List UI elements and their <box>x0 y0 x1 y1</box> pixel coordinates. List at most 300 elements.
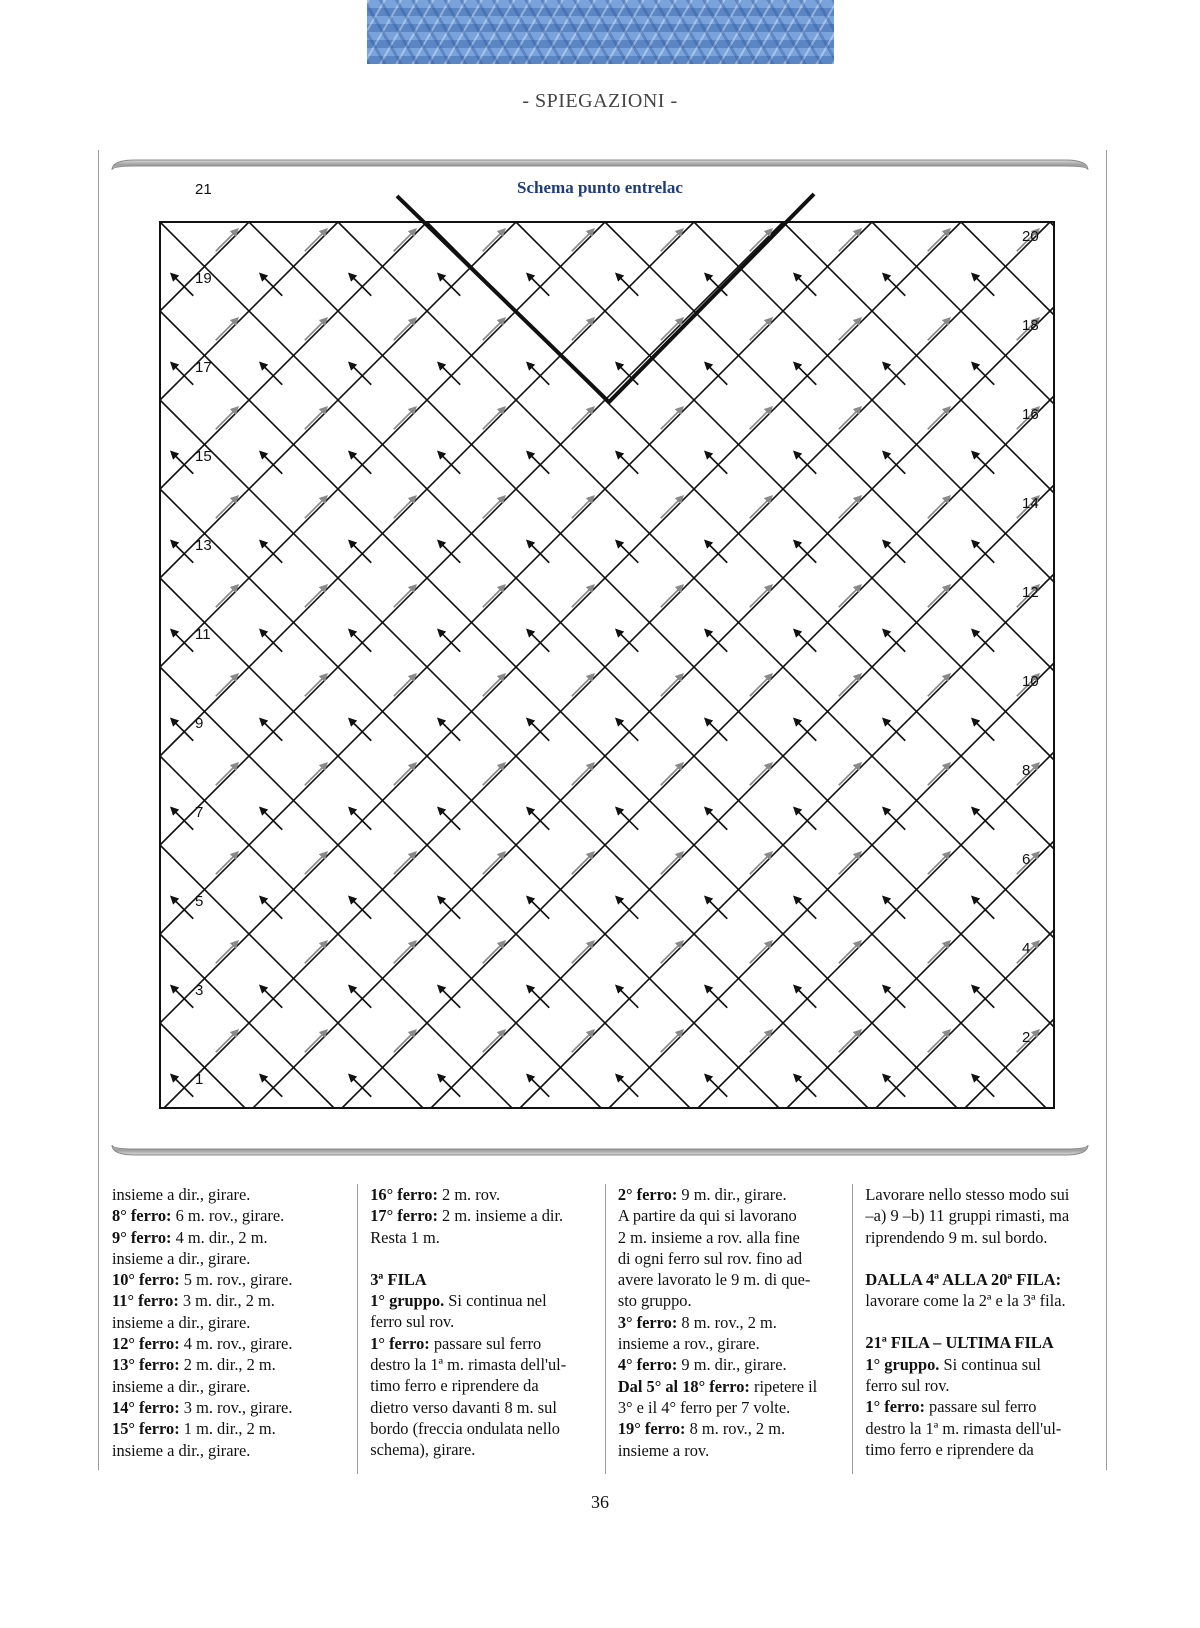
row-label-left: 17 <box>195 359 212 376</box>
arrow-gray <box>839 763 861 785</box>
arrow-gray <box>750 496 772 518</box>
row-label-left: 7 <box>195 804 204 821</box>
arrow-black <box>527 897 549 919</box>
chart-arrows <box>171 229 1039 1097</box>
grid-diagonal-down <box>160 222 1046 1108</box>
row-label-left: 15 <box>195 448 212 465</box>
arrow-black <box>883 541 905 563</box>
arrow-gray <box>572 941 594 963</box>
row-label-right: 18 <box>1022 317 1039 334</box>
instruction-line <box>618 1333 841 1354</box>
arrow-black <box>616 274 638 296</box>
text-column-4 <box>852 1184 1100 1474</box>
grid-diagonal-up <box>965 1019 1054 1108</box>
grid-diagonal-down <box>338 222 1054 938</box>
arrow-gray <box>572 674 594 696</box>
row-label-left: 5 <box>195 893 204 910</box>
instruction-line <box>865 1332 1088 1353</box>
instruction-bold-run: 21ª FILA – ULTIMA FILA <box>865 1333 1054 1353</box>
arrow-black <box>794 274 816 296</box>
instruction-text-run: di ogni ferro sul rov. fino ad <box>617 1248 803 1268</box>
arrow-gray <box>483 407 505 429</box>
arrow-black <box>972 452 994 474</box>
instruction-bold-run: 8° ferro: <box>112 1206 172 1226</box>
arrow-gray <box>216 585 238 607</box>
instruction-text-run: Si continua sul <box>939 1354 1041 1374</box>
arrow-black <box>171 630 193 652</box>
arrow-gray <box>394 585 416 607</box>
instruction-text-run: insieme a dir., girare. <box>112 1312 251 1332</box>
arrow-black <box>438 363 460 385</box>
instruction-line <box>618 1418 841 1439</box>
instruction-text-run: 3° e il 4° ferro per 7 volte. <box>617 1397 791 1417</box>
arrow-black <box>794 630 816 652</box>
arrow-gray <box>839 407 861 429</box>
instruction-line <box>370 1354 593 1375</box>
instruction-text-run: ripetere il <box>749 1376 818 1396</box>
arrow-black <box>883 897 905 919</box>
arrow-gray <box>750 674 772 696</box>
instruction-line <box>112 1184 345 1205</box>
arrow-gray <box>394 1030 416 1052</box>
row-label-right: 6 <box>1022 851 1031 868</box>
arrow-gray <box>394 496 416 518</box>
arrow-black <box>794 541 816 563</box>
arrow-black <box>349 719 371 741</box>
arrow-black <box>260 897 282 919</box>
arrow-black <box>972 630 994 652</box>
arrow-black <box>527 808 549 830</box>
text-column-3 <box>605 1184 853 1474</box>
instruction-line <box>865 1227 1088 1248</box>
instruction-bold-run: 13° ferro: <box>112 1355 180 1375</box>
arrow-black <box>260 808 282 830</box>
instruction-line <box>865 1418 1088 1439</box>
instruction-text-run: passare sul ferro <box>429 1333 542 1353</box>
instruction-line <box>618 1312 841 1333</box>
grid-diagonal-down <box>783 222 1054 493</box>
arrow-gray <box>394 229 416 251</box>
instruction-line <box>370 1227 593 1248</box>
instruction-line <box>618 1376 841 1397</box>
instruction-line <box>112 1290 345 1311</box>
arrow-gray <box>572 852 594 874</box>
instruction-bold-run: 1° gruppo. <box>865 1354 940 1374</box>
arrow-gray <box>572 407 594 429</box>
arrow-gray <box>661 1030 683 1052</box>
chart-grid <box>160 222 1054 1108</box>
row-label-left: 1 <box>195 1071 204 1088</box>
instruction-bold-run: 1° ferro: <box>865 1397 925 1417</box>
instruction-bold-run: 9° ferro: <box>112 1227 172 1247</box>
chart-title: Schema punto entrelac <box>517 178 683 197</box>
grid-diagonal-up <box>698 752 1054 1108</box>
arrow-black <box>794 986 816 1008</box>
arrow-black <box>171 808 193 830</box>
arrow-black <box>171 452 193 474</box>
arrow-gray <box>394 407 416 429</box>
top-banner-rule <box>112 160 1088 170</box>
page-number: 36 <box>591 1492 609 1512</box>
instruction-line <box>370 1333 593 1354</box>
paragraph-gap <box>865 1311 1088 1332</box>
grid-diagonal-up <box>787 841 1054 1108</box>
arrow-black <box>438 1075 460 1097</box>
arrow-gray <box>928 496 950 518</box>
arrow-black <box>349 897 371 919</box>
instruction-line <box>618 1290 841 1311</box>
arrow-black <box>438 274 460 296</box>
arrow-black <box>527 363 549 385</box>
instruction-text-run: insieme a rov., girare. <box>617 1334 760 1354</box>
instruction-text-run: 8 m. rov., 2 m. <box>685 1419 786 1439</box>
arrow-gray <box>928 229 950 251</box>
instruction-text-run: 8 m. rov., 2 m. <box>677 1312 777 1332</box>
arrow-black <box>349 630 371 652</box>
arrow-black <box>438 719 460 741</box>
arrow-gray <box>661 763 683 785</box>
instruction-text-run: bordo (freccia ondulata nello <box>370 1418 561 1438</box>
instruction-text-run: ferro sul rov. <box>370 1312 455 1332</box>
instruction-line <box>865 1354 1088 1375</box>
instruction-text-run: Resta 1 m. <box>370 1227 440 1247</box>
instruction-line <box>865 1375 1088 1396</box>
arrow-gray <box>572 229 594 251</box>
arrow-black <box>705 808 727 830</box>
arrow-black <box>794 897 816 919</box>
arrow-black <box>260 630 282 652</box>
text-column-2 <box>357 1184 605 1474</box>
arrow-black <box>527 1075 549 1097</box>
instruction-text-run: timo ferro e riprendere da <box>370 1376 539 1396</box>
arrow-gray <box>305 585 327 607</box>
arrow-black <box>972 719 994 741</box>
instruction-line <box>370 1290 593 1311</box>
instruction-line <box>865 1396 1088 1417</box>
instruction-text-run: destro la 1ª m. rimasta dell'ul- <box>865 1418 1062 1438</box>
arrow-black <box>349 452 371 474</box>
instruction-text-run: 9 m. dir., girare. <box>677 1355 787 1375</box>
instruction-line <box>112 1333 345 1354</box>
instruction-line <box>370 1397 593 1418</box>
arrow-gray <box>483 318 505 340</box>
arrow-gray <box>216 763 238 785</box>
grid-diagonal-up <box>609 663 1054 1108</box>
arrow-gray <box>572 763 594 785</box>
instruction-text-run: 3 m. dir., 2 m. <box>178 1291 275 1311</box>
grid-diagonal-up <box>253 307 1054 1108</box>
arrow-black <box>349 363 371 385</box>
grid-diagonal-up <box>164 222 1050 1108</box>
arrow-black <box>616 808 638 830</box>
grid-diagonal-down <box>516 222 1054 760</box>
paragraph-gap <box>370 1248 593 1269</box>
arrow-gray <box>305 318 327 340</box>
grid-diagonal-down <box>160 311 957 1108</box>
instruction-line <box>112 1397 345 1418</box>
instruction-bold-run: 12° ferro: <box>112 1334 180 1354</box>
arrow-gray <box>216 941 238 963</box>
arrow-gray <box>750 1030 772 1052</box>
arrow-black <box>972 897 994 919</box>
grid-diagonal-down <box>872 222 1054 404</box>
arrow-black <box>349 986 371 1008</box>
neckline-v-shape <box>397 194 814 402</box>
instruction-text-run: 6 m. rov., girare. <box>171 1206 285 1226</box>
arrow-black <box>705 897 727 919</box>
arrow-gray <box>750 407 772 429</box>
arrow-gray <box>661 229 683 251</box>
chart-row-labels <box>195 181 1039 1088</box>
arrow-gray <box>305 1030 327 1052</box>
instruction-text-run: destro la 1ª m. rimasta dell'ul- <box>370 1355 567 1375</box>
arrow-black <box>527 452 549 474</box>
arrow-black <box>260 719 282 741</box>
arrow-black <box>171 274 193 296</box>
arrow-black <box>883 986 905 1008</box>
instruction-line <box>370 1418 593 1439</box>
arrow-gray <box>750 585 772 607</box>
row-label-right: 8 <box>1022 762 1031 779</box>
arrow-black <box>260 452 282 474</box>
instruction-line <box>112 1312 345 1333</box>
instruction-text-run: 9 m. dir., girare. <box>677 1185 787 1204</box>
arrow-black <box>349 274 371 296</box>
arrow-black <box>705 1075 727 1097</box>
arrow-black <box>883 363 905 385</box>
arrow-gray <box>394 318 416 340</box>
instruction-text-run: schema), girare. <box>370 1440 476 1460</box>
instruction-line <box>112 1205 345 1226</box>
arrow-gray <box>394 941 416 963</box>
arrow-gray <box>750 318 772 340</box>
arrow-gray <box>839 852 861 874</box>
arrow-gray <box>483 496 505 518</box>
arrow-black <box>527 541 549 563</box>
arrow-black <box>260 986 282 1008</box>
instruction-line <box>618 1269 841 1290</box>
instructions-columns <box>110 1184 1100 1474</box>
row-label-right: 4 <box>1022 940 1031 957</box>
arrow-black <box>438 452 460 474</box>
arrow-black <box>260 1075 282 1097</box>
arrow-gray <box>928 318 950 340</box>
arrow-black <box>705 630 727 652</box>
instruction-text-run: A partire da qui si lavorano <box>617 1206 797 1226</box>
arrow-black <box>527 986 549 1008</box>
instruction-line <box>370 1311 593 1332</box>
arrow-gray <box>661 585 683 607</box>
arrow-black <box>527 630 549 652</box>
instruction-bold-run: 1° ferro: <box>370 1333 430 1353</box>
grid-diagonal-down <box>160 489 779 1108</box>
arrow-gray <box>305 941 327 963</box>
row-label-right: 12 <box>1022 584 1039 601</box>
arrow-black <box>171 541 193 563</box>
instruction-text-run: 2 m. insieme a rov. alla fine <box>617 1227 800 1247</box>
arrow-black <box>616 719 638 741</box>
arrow-black <box>705 363 727 385</box>
arrow-black <box>171 1075 193 1097</box>
instruction-text-run: dietro verso davanti 8 m. sul <box>370 1397 557 1417</box>
text-column-1 <box>110 1184 357 1474</box>
arrow-black <box>705 541 727 563</box>
arrow-black <box>794 808 816 830</box>
arrow-gray <box>305 496 327 518</box>
row-label-right: 14 <box>1022 495 1039 512</box>
arrow-gray <box>394 763 416 785</box>
arrow-gray <box>216 407 238 429</box>
instruction-line <box>370 1184 593 1205</box>
arrow-black <box>794 363 816 385</box>
arrow-gray <box>216 318 238 340</box>
arrow-black <box>260 541 282 563</box>
instruction-text-run: insieme a dir., girare. <box>112 1376 251 1396</box>
arrow-gray <box>661 496 683 518</box>
instruction-text-run: insieme a dir., girare. <box>112 1248 251 1268</box>
arrow-gray <box>839 229 861 251</box>
instruction-text-run: Lavorare nello stesso modo sui <box>865 1185 1070 1204</box>
instruction-line <box>618 1248 841 1269</box>
instruction-line <box>112 1269 345 1290</box>
arrow-black <box>794 719 816 741</box>
instruction-bold-run: 14° ferro: <box>112 1397 180 1417</box>
arrow-gray <box>216 496 238 518</box>
instruction-line <box>112 1376 345 1397</box>
arrow-black <box>972 808 994 830</box>
arrow-gray <box>572 585 594 607</box>
arrow-black <box>972 986 994 1008</box>
instruction-text-run: Si continua nel <box>444 1291 547 1311</box>
instruction-line <box>112 1227 345 1248</box>
instruction-bold-run: 2° ferro: <box>617 1185 678 1204</box>
arrow-black <box>972 363 994 385</box>
instruction-line <box>865 1290 1088 1311</box>
arrow-gray <box>483 1030 505 1052</box>
paragraph-gap <box>865 1248 1088 1269</box>
arrow-black <box>438 986 460 1008</box>
arrow-black <box>883 719 905 741</box>
arrow-black <box>171 719 193 741</box>
arrow-black <box>883 630 905 652</box>
instruction-line <box>370 1205 593 1226</box>
instruction-bold-run: 3° ferro: <box>617 1312 678 1332</box>
row-label-left: 19 <box>195 270 212 287</box>
arrow-gray <box>483 852 505 874</box>
instruction-text-run: lavorare come la 2ª e la 3ª fila. <box>865 1291 1066 1311</box>
arrow-black <box>883 808 905 830</box>
instruction-line <box>618 1227 841 1248</box>
arrow-black <box>883 1075 905 1097</box>
instruction-bold-run: 4° ferro: <box>617 1355 678 1375</box>
arrow-black <box>527 274 549 296</box>
arrow-gray <box>750 852 772 874</box>
instruction-text-run: 2 m. dir., 2 m. <box>179 1355 276 1375</box>
arrow-black <box>349 1075 371 1097</box>
arrow-black <box>260 274 282 296</box>
arrow-black <box>616 630 638 652</box>
instruction-line <box>370 1269 593 1290</box>
arrow-black <box>794 452 816 474</box>
row-label-left: 9 <box>195 715 204 732</box>
grid-diagonal-down <box>249 222 1054 1027</box>
arrow-gray <box>483 763 505 785</box>
row-label-left: 3 <box>195 982 204 999</box>
arrow-black <box>616 452 638 474</box>
arrow-gray <box>661 674 683 696</box>
instruction-bold-run: 10° ferro: <box>112 1270 180 1290</box>
arrow-black <box>972 274 994 296</box>
grid-diagonal-down <box>605 222 1054 671</box>
instruction-text-run: 1 m. dir., 2 m. <box>179 1419 276 1439</box>
instruction-bold-run: 16° ferro: <box>370 1185 438 1204</box>
instruction-text-run: timo ferro e riprendere da <box>865 1439 1034 1459</box>
row-label-right: 2 <box>1022 1029 1031 1046</box>
arrow-black <box>972 541 994 563</box>
arrow-gray <box>305 763 327 785</box>
arrow-black <box>260 363 282 385</box>
arrow-gray <box>839 585 861 607</box>
instruction-line <box>370 1375 593 1396</box>
arrow-gray <box>661 852 683 874</box>
arrow-gray <box>572 496 594 518</box>
grid-diagonal-down <box>160 756 512 1108</box>
instruction-line <box>112 1440 345 1461</box>
row-label-right: 16 <box>1022 406 1039 423</box>
row-label-left: 11 <box>195 626 211 643</box>
instruction-line <box>618 1440 841 1461</box>
instruction-line <box>618 1354 841 1375</box>
instruction-line <box>112 1354 345 1375</box>
arrow-gray <box>216 852 238 874</box>
arrow-black <box>349 541 371 563</box>
arrow-gray <box>839 496 861 518</box>
row-label-left: 21 <box>195 181 212 198</box>
arrow-gray <box>216 674 238 696</box>
instruction-text-run: ferro sul rov. <box>865 1376 950 1396</box>
arrow-black <box>883 274 905 296</box>
arrow-black <box>171 986 193 1008</box>
instruction-bold-run: 19° ferro: <box>617 1419 686 1439</box>
grid-diagonal-down <box>160 578 690 1108</box>
instruction-text-run: 4 m. rov., girare. <box>179 1334 293 1354</box>
arrow-gray <box>661 407 683 429</box>
grid-diagonal-down <box>694 222 1054 582</box>
instruction-text-run: insieme a rov. <box>617 1440 710 1460</box>
instruction-text-run: insieme a dir., girare. <box>112 1185 251 1204</box>
instruction-text-run: passare sul ferro <box>924 1397 1037 1417</box>
arrow-black <box>171 363 193 385</box>
arrow-gray <box>483 229 505 251</box>
arrow-gray <box>305 229 327 251</box>
instruction-bold-run: 3ª FILA <box>370 1269 427 1289</box>
arrow-gray <box>572 318 594 340</box>
arrow-gray <box>216 229 238 251</box>
arrow-gray <box>750 941 772 963</box>
arrow-gray <box>928 941 950 963</box>
arrow-black <box>438 630 460 652</box>
arrow-black <box>527 719 549 741</box>
arrow-gray <box>305 407 327 429</box>
arrow-black <box>616 986 638 1008</box>
arrow-black <box>616 541 638 563</box>
arrow-gray <box>483 585 505 607</box>
arrow-gray <box>394 674 416 696</box>
arrow-gray <box>305 852 327 874</box>
instruction-line <box>865 1184 1088 1205</box>
arrow-black <box>438 897 460 919</box>
arrow-gray <box>839 674 861 696</box>
